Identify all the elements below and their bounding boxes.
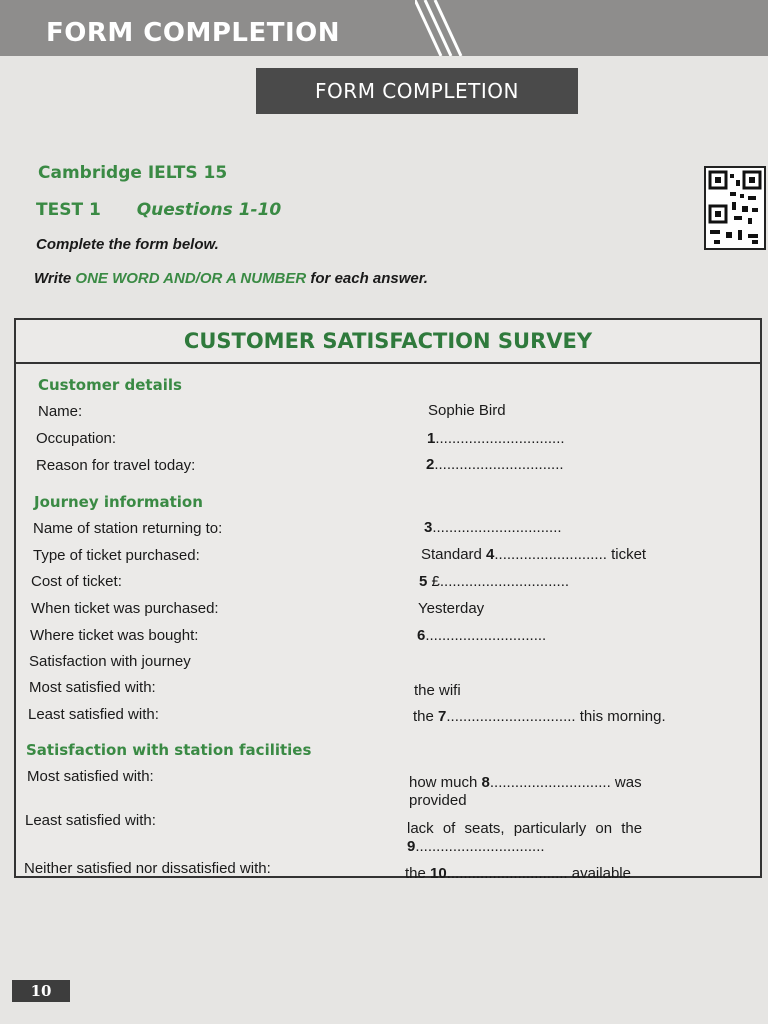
instruction-write-post: for each answer.: [306, 270, 428, 287]
answer-prefix: Standard: [421, 546, 487, 563]
reason-label: Reason for travel today:: [36, 457, 196, 474]
answer-suffix: this morning.: [575, 708, 666, 725]
question-number: 6: [417, 627, 426, 644]
when-purchased-value: Yesterday: [418, 600, 485, 617]
qr-code-icon: [704, 166, 766, 250]
least-satisfied-journey-answer[interactable]: [413, 708, 666, 725]
instruction-complete: Complete the form below.: [36, 236, 219, 253]
answer-blank: ...........................: [494, 546, 607, 563]
station-answer[interactable]: [424, 519, 562, 536]
station-label: Name of station returning to:: [33, 520, 223, 537]
most-satisfied-journey-value: the wifi: [414, 682, 461, 699]
question-number: 3: [424, 519, 433, 536]
question-number: 2: [426, 456, 435, 473]
answer-blank: ...............................: [446, 708, 576, 725]
where-bought-answer[interactable]: [417, 627, 546, 644]
least-satisfied-facilities-answer[interactable]: [407, 838, 545, 855]
answer-blank: ...............................: [435, 430, 565, 447]
where-bought-label: Where ticket was bought:: [30, 627, 199, 644]
survey-title: CUSTOMER SATISFACTION SURVEY: [16, 320, 760, 364]
book-title: Cambridge IELTS 15: [38, 163, 228, 183]
when-purchased-label: When ticket was purchased:: [31, 600, 219, 617]
instruction-write-pre: Write: [34, 270, 76, 287]
occupation-label: Occupation:: [36, 430, 117, 447]
most-satisfied-facilities-label: Most satisfied with:: [27, 768, 154, 785]
instruction-word-limit: ONE WORD AND/OR A NUMBER: [75, 270, 307, 287]
occupation-answer[interactable]: [427, 430, 565, 447]
most-satisfied-facilities-line2: provided: [409, 792, 467, 809]
question-number: 4: [486, 546, 495, 563]
instruction-write: [34, 270, 428, 287]
answer-blank: .............................: [425, 627, 547, 644]
answer-prefix: the: [413, 708, 439, 725]
name-value: Sophie Bird: [428, 402, 506, 419]
least-satisfied-facilities-text: lack of seats, particularly on the: [407, 820, 643, 837]
answer-suffix: available: [567, 865, 631, 882]
answer-blank: ...............................: [415, 838, 545, 855]
cost-answer[interactable]: [419, 573, 569, 590]
neither-satisfied-label: Neither satisfied nor dissatisfied with:: [24, 860, 271, 877]
answer-blank: .............................: [489, 774, 611, 791]
answer-prefix: £: [427, 573, 440, 590]
answer-blank: ...............................: [432, 519, 562, 536]
answer-blank: ...............................: [434, 456, 564, 473]
name-label: Name:: [38, 403, 83, 420]
question-number: 9: [407, 838, 416, 855]
header-band: [0, 0, 768, 56]
answer-suffix: was: [610, 774, 642, 791]
answer-suffix: ticket: [606, 546, 647, 563]
cost-label: Cost of ticket:: [31, 573, 122, 590]
question-number: 1: [427, 430, 436, 447]
section-station-facilities: Satisfaction with station facilities: [26, 741, 312, 759]
page-number: 10: [12, 980, 70, 1002]
least-satisfied-journey-label: Least satisfied with:: [28, 706, 159, 723]
neither-satisfied-answer[interactable]: [405, 865, 631, 882]
section-title-box: FORM COMPLETION: [256, 68, 578, 114]
answer-prefix: how much: [409, 774, 482, 791]
question-number: 8: [481, 774, 490, 791]
answer-blank: ...............................: [439, 573, 570, 590]
test-heading: [36, 200, 281, 220]
section-customer-details: Customer details: [38, 376, 182, 394]
header-band-title: FORM COMPLETION: [46, 18, 341, 48]
question-number: 5: [419, 573, 428, 590]
section-journey-information: Journey information: [34, 493, 203, 511]
answer-blank: .............................: [446, 865, 568, 882]
test-label: TEST 1: [36, 200, 101, 220]
most-satisfied-facilities-answer[interactable]: [409, 774, 743, 791]
survey-form: [14, 318, 762, 878]
question-number: 10: [430, 865, 447, 882]
least-satisfied-facilities-label: Least satisfied with:: [25, 812, 156, 829]
question-number: 7: [438, 708, 447, 725]
answer-prefix: the: [405, 865, 431, 882]
reason-answer[interactable]: [426, 456, 564, 473]
ticket-type-label: Type of ticket purchased:: [33, 547, 200, 564]
journey-satisfaction-label: Satisfaction with journey: [29, 653, 191, 670]
ticket-type-answer[interactable]: [421, 546, 646, 563]
decorative-stripes: [415, 0, 475, 56]
questions-label: Questions 1-10: [136, 200, 282, 220]
most-satisfied-journey-label: Most satisfied with:: [29, 679, 156, 696]
